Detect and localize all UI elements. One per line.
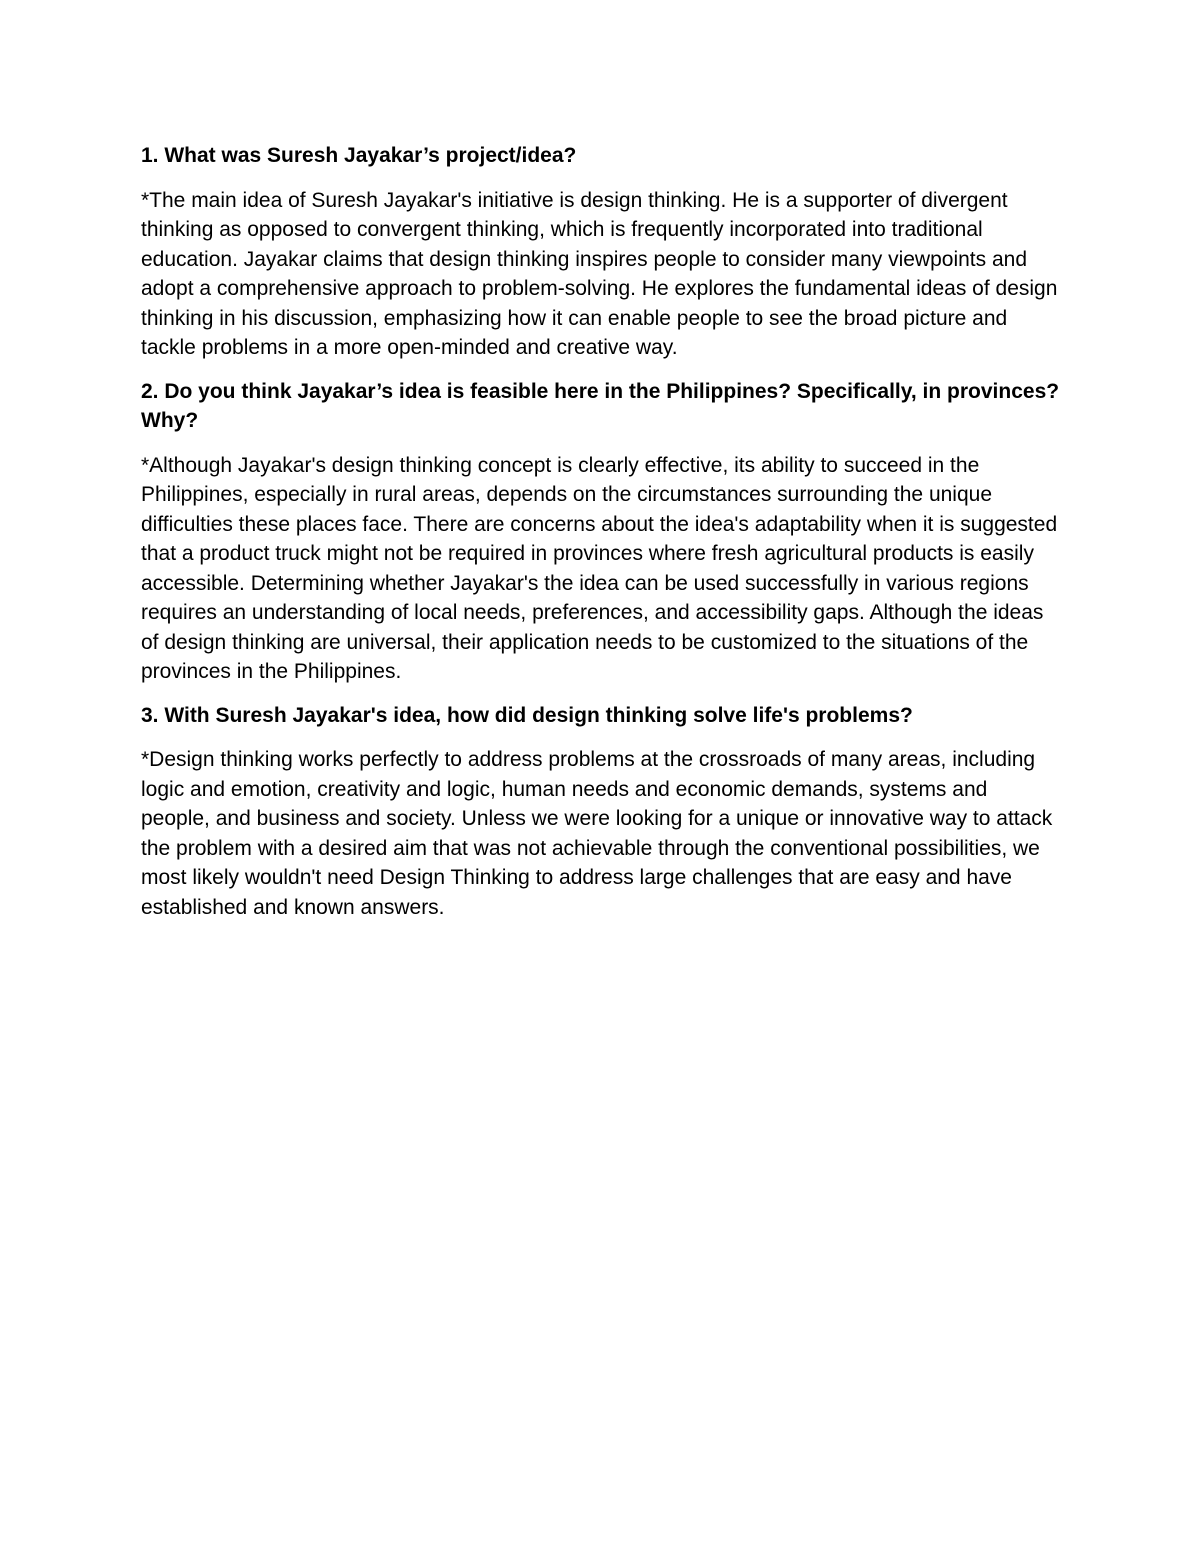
question-2: 2. Do you think Jayakar’s idea is feasible here in the Philippines? Specifically, in provinces? Why? <box>141 379 1060 432</box>
question-3: 3. With Suresh Jayakar's idea, how did design thinking solve life's problems? <box>141 703 913 727</box>
document-body <box>141 141 1061 936</box>
answer-1: *The main idea of Suresh Jayakar's initiative is design thinking. He is a supporter of divergent thinking as opposed to convergent thinking, which is frequently incorporated into traditional education. Jayakar claims that design thinking inspires people to consider many viewpoints and adopt a comprehensive approach to problem-solving. He explores the fundamental ideas of design thinking in his discussion, emphasizing how it can enable people to see the broad picture and tackle problems in a more open-minded and creative way. <box>141 188 1058 359</box>
answer-3: *Design thinking works perfectly to address problems at the crossroads of many areas, including logic and emotion, creativity and logic, human needs and economic demands, systems and people, and business and society. Unless we were looking for a unique or innovative way to attack the problem with a desired aim that was not achievable through the conventional possibilities, we most likely wouldn't need Design Thinking to address large challenges that are easy and have established and known answers. <box>141 748 1053 919</box>
answer-2: *Although Jayakar's design thinking concept is clearly effective, its ability to succeed in the Philippines, especially in rural areas, depends on the circumstances surrounding the unique difficulties these places face. There are concerns about the idea's adaptability when it is suggested that a product truck might not be required in provinces where fresh agricultural products is easily accessible. Determining whether Jayakar's the idea can be used successfully in various regions requires an understanding of local needs, preferences, and accessibility gaps. Although the ideas of design thinking are universal, their application needs to be customized to the situations of the provinces in the Philippines. <box>141 453 1058 683</box>
question-1: 1. What was Suresh Jayakar’s project/idea? <box>141 144 577 167</box>
